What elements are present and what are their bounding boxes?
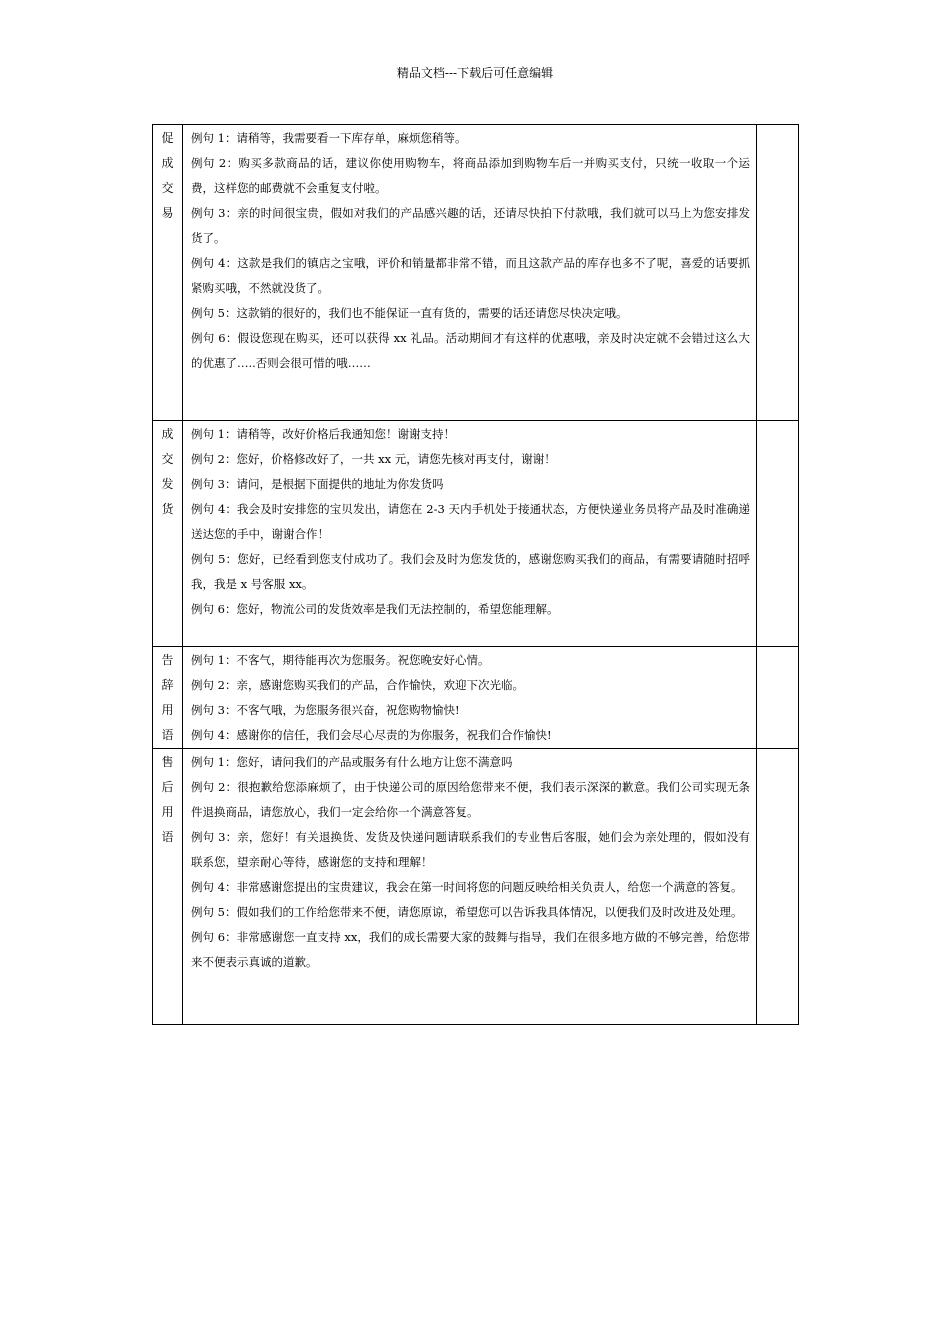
category-char: 促 — [161, 131, 174, 145]
example-sentence: 例句 2：亲，感谢您购买我们的产品，合作愉快，欢迎下次光临。 — [191, 678, 524, 692]
section-after-sales — [153, 749, 799, 1025]
example-sentence: 例句 6：假设您现在购买，还可以获得 xx 礼品。活动期间才有这样的优惠哦，亲及时决定就不会错过这么大的优惠了…..否则会很可惜的哦…… — [191, 331, 750, 370]
sentences-cell — [183, 647, 757, 749]
example-sentence: 例句 1：您好，请问我们的产品或服务有什么地方让您不满意吗 — [191, 755, 513, 769]
empty-cell — [757, 647, 799, 749]
category-cell — [153, 125, 183, 421]
example-sentence: 例句 2：您好，价格修改好了，一共 xx 元，请您先核对再支付，谢谢！ — [191, 452, 556, 466]
category-char: 语 — [161, 728, 174, 742]
section-deal-shipping — [153, 421, 799, 647]
category-char: 用 — [161, 805, 174, 819]
example-sentence: 例句 4：这款是我们的镇店之宝哦，评价和销量都非常不错，而且这款产品的库存也多不了呢，喜爱的话要抓紧购买哦，不然就没货了。 — [191, 256, 750, 295]
example-sentence: 例句 5：您好，已经看到您支付成功了。我们会及时为您发货的，感谢您购买我们的商品，有需要请随时招呼我，我是 x 号客服 xx。 — [191, 552, 750, 591]
category-char: 后 — [161, 780, 174, 794]
example-sentence: 例句 4：我会及时安排您的宝贝发出，请您在 2-3 天内手机处于接通状态，方便快递业务员将产品及时准确递送达您的手中，谢谢合作！ — [191, 502, 750, 541]
category-cell — [153, 749, 183, 1025]
page-header: 精品文档---下载后可任意编辑 — [396, 66, 554, 80]
example-sentence: 例句 5：这款销的很好的，我们也不能保证一直有货的，需要的话还请您尽快决定哦。 — [191, 306, 628, 320]
category-char: 用 — [161, 703, 174, 717]
category-char: 交 — [161, 452, 174, 466]
category-char: 成 — [161, 427, 174, 441]
category-char: 告 — [161, 653, 174, 667]
customer-service-script-table — [152, 124, 799, 1025]
example-sentence: 例句 3：亲，您好！有关退换货、发货及快递问题请联系我们的专业售后客服，她们会为亲处理的，假如没有联系您，望亲耐心等待，感谢您的支持和理解！ — [191, 830, 750, 869]
example-sentence: 例句 6：您好，物流公司的发货效率是我们无法控制的，希望您能理解。 — [191, 602, 559, 616]
example-sentence: 例句 4：感谢你的信任，我们会尽心尽责的为你服务，祝我们合作愉快! — [191, 728, 552, 742]
category-char: 辞 — [161, 678, 174, 692]
empty-cell — [757, 125, 799, 421]
sentences-cell — [183, 125, 757, 421]
category-cell — [153, 647, 183, 749]
section-promote-deal — [153, 125, 799, 421]
example-sentence: 例句 3：请问，是根据下面提供的地址为你发货吗 — [191, 477, 444, 491]
example-sentence: 例句 1：不客气，期待能再次为您服务。祝您晚安好心情。 — [191, 653, 490, 667]
example-sentence: 例句 4：非常感谢您提出的宝贵建议，我会在第一时间将您的问题反映给相关负责人，给您一个满意的答复。 — [191, 880, 743, 894]
empty-cell — [757, 749, 799, 1025]
example-sentence: 例句 3：不客气哦，为您服务很兴奋，祝您购物愉快! — [191, 703, 460, 717]
section-farewell — [153, 647, 799, 749]
sentences-cell — [183, 421, 757, 647]
category-char: 发 — [161, 477, 174, 491]
example-sentence: 例句 1：请稍等，改好价格后我通知您！谢谢支持！ — [191, 427, 455, 441]
category-char: 售 — [161, 755, 174, 769]
category-char: 语 — [161, 830, 174, 844]
category-cell — [153, 421, 183, 647]
category-char: 成 — [161, 156, 174, 170]
example-sentence: 例句 3：亲的时间很宝贵，假如对我们的产品感兴趣的话，还请尽快拍下付款哦，我们就可以马上为您安排发货了。 — [191, 206, 750, 245]
example-sentence: 例句 2：购买多款商品的话，建议你使用购物车，将商品添加到购物车后一并购买支付，只统一收取一个运费，这样您的邮费就不会重复支付啦。 — [191, 156, 750, 195]
category-char: 货 — [161, 502, 174, 516]
example-sentence: 例句 5：假如我们的工作给您带来不便，请您原谅，希望您可以告诉我具体情况，以便我们及时改进及处理。 — [191, 905, 743, 919]
example-sentence: 例句 2：很抱歉给您添麻烦了，由于快递公司的原因给您带来不便，我们表示深深的歉意。我们公司实现无条件退换商品，请您放心，我们一定会给你一个满意答复。 — [191, 780, 750, 819]
example-sentence: 例句 6：非常感谢您一直支持 xx，我们的成长需要大家的鼓舞与指导，我们在很多地方做的不够完善，给您带来不便表示真诚的道歉。 — [191, 930, 750, 969]
sentences-cell — [183, 749, 757, 1025]
example-sentence: 例句 1：请稍等，我需要看一下库存单，麻烦您稍等。 — [191, 131, 467, 145]
category-char: 易 — [161, 206, 174, 220]
empty-cell — [757, 421, 799, 647]
category-char: 交 — [161, 181, 174, 195]
